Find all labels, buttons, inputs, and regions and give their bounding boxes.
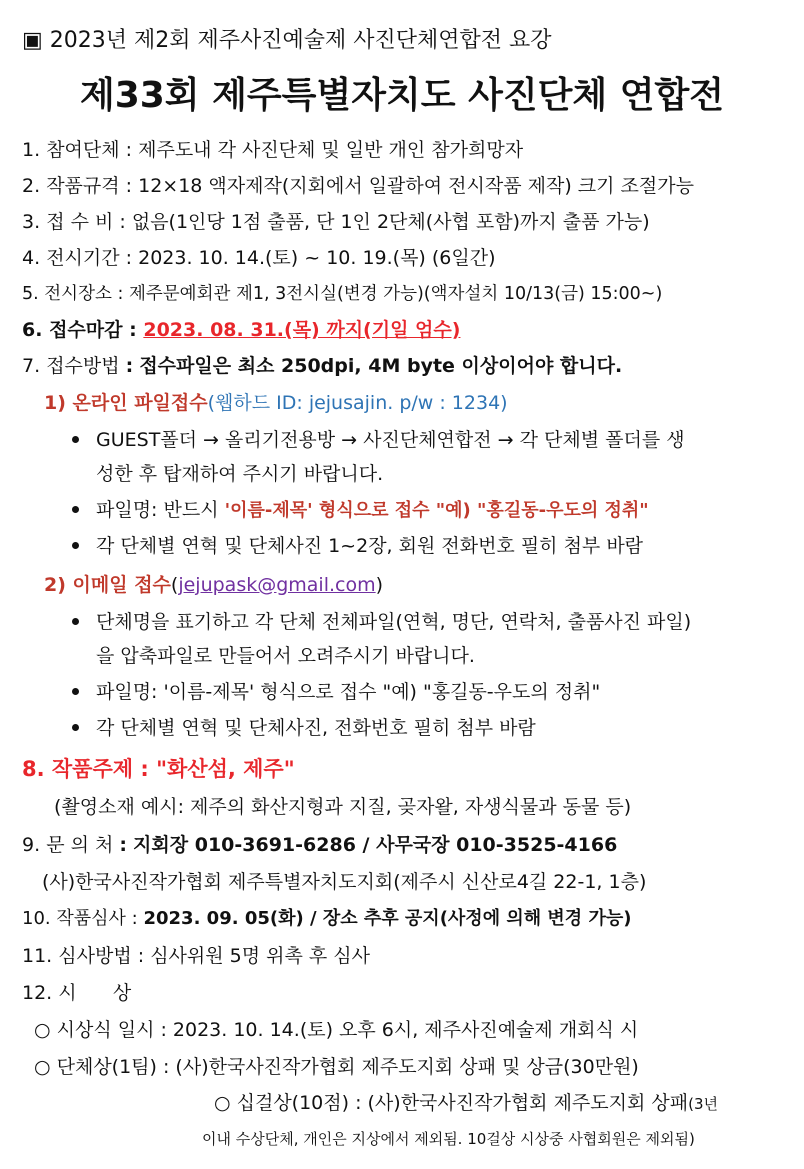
email-link[interactable]: jejupask@gmail.com	[178, 574, 376, 596]
item-separator: :	[117, 284, 124, 304]
bullet-icon	[72, 618, 79, 625]
item-label: 작품규격	[46, 175, 120, 197]
item-label: 작품심사	[56, 908, 126, 929]
online-bullet-2	[96, 497, 649, 524]
item-label: 접 수 비	[46, 211, 114, 233]
item-period	[22, 245, 496, 271]
award-ten-note: 이내 수상단체, 개인은 지상에서 제외됨. 10걸상 시상중 사협회원은 제외됨)	[202, 1130, 695, 1148]
item-number: 9.	[22, 834, 41, 856]
award-ceremony: ○ 시상식 일시 : 2023. 10. 14.(토) 오후 6시, 제주사진예술제 개회식 시	[34, 1019, 639, 1041]
item-separator: :	[119, 834, 127, 856]
item-number: 12.	[22, 982, 53, 1004]
item-number: 5.	[22, 284, 39, 304]
item-separator: :	[131, 908, 138, 929]
item-separator: :	[119, 211, 126, 233]
item-label: 접수마감	[49, 319, 123, 341]
item-method	[22, 943, 370, 969]
item-value: 제주도내 각 사진단체 및 일반 개인 참가희망자	[138, 139, 524, 161]
judging-date: 2023. 09. 05(화) / 장소 추후 공지(사정에 의해 변경 가능)	[143, 908, 632, 929]
bullet-icon	[72, 688, 79, 695]
item-participants	[22, 137, 523, 163]
item-label: 시 상	[58, 982, 132, 1004]
item-value: 2023. 10. 14.(토) ~ 10. 19.(목) (6일간)	[138, 247, 496, 269]
email-title: 2) 이메일 접수	[44, 574, 171, 596]
item-label: 전시기간	[46, 247, 120, 269]
email-bullet-3: 각 단체별 연혁 및 단체사진, 전화번호 필히 첨부 바람	[96, 717, 536, 739]
bullet-icon	[72, 542, 79, 549]
item-label: 전시장소	[44, 284, 112, 304]
item-separator: :	[125, 247, 133, 269]
online-bullet-1: GUEST폴더 → 올리기전용방 → 사진단체연합전 → 각 단체별 폴더를 생	[96, 429, 685, 451]
item-number: 3.	[22, 211, 41, 233]
item-spec	[22, 173, 694, 199]
online-section	[44, 390, 508, 416]
bullet-icon	[72, 436, 79, 443]
item-venue	[22, 281, 662, 307]
item-awards	[22, 980, 131, 1006]
item-value: 제주문예회관 제1, 3전시실(변경 가능)(액자설치 10/13(금) 15:00~)	[128, 284, 663, 304]
filename-format: '이름-제목' 형식으로 접수 "예) "홍길동-우도의 정취"	[224, 500, 649, 521]
item-value: 12×18 액자제작(지회에서 일괄하여 전시작품 제작) 크기 조절가능	[138, 175, 694, 197]
online-bullet-3: 각 단체별 연혁 및 단체사진 1~2장, 회원 전화번호 필히 첨부 바람	[96, 535, 644, 557]
filename-prefix: 파일명: 반드시	[96, 499, 219, 521]
bullet-icon	[72, 724, 79, 731]
page-title: 제33회 제주특별자치도 사진단체 연합전	[79, 75, 725, 116]
item-value: 심사위원 5명 위촉 후 심사	[150, 945, 370, 967]
webhard-info: (웹하드 ID: jejusajin. p/w : 1234)	[207, 392, 508, 414]
contact-org: (사)한국사진작가협회 제주특별자치도지회(제주시 신산로4길 22-1, 1층)	[42, 871, 647, 893]
item-deadline	[22, 317, 460, 343]
bullet-icon	[72, 506, 79, 513]
award-ten	[214, 1090, 718, 1117]
item-value: 접수파일은 최소 250dpi, 4M byte 이상이어야 합니다.	[139, 355, 623, 377]
item-number: 11.	[22, 945, 53, 967]
email-bullet-2: 파일명: '이름-제목' 형식으로 접수 "예) "홍길동-우도의 정취"	[96, 681, 601, 703]
item-separator: :	[129, 319, 137, 341]
contact-phones: 지회장 010-3691-6286 / 사무국장 010-3525-4166	[133, 834, 618, 856]
item-value: 없음(1인당 1점 출품, 단 1인 2단체(사협 포함)까지 출품 가능)	[131, 211, 650, 233]
online-bullet-1-cont: 성한 후 탑재하여 주시기 바랍니다.	[96, 463, 384, 485]
deadline-date: 2023. 08. 31.(목) 까지(기일 엄수)	[143, 319, 461, 341]
item-submission	[22, 353, 622, 379]
item-label: 문 의 처	[46, 834, 114, 856]
item-judging	[22, 906, 631, 932]
item-number: 10.	[22, 908, 51, 929]
item-separator: :	[125, 139, 133, 161]
document-heading: ▣ 2023년 제2회 제주사진예술제 사진단체연합전 요강	[22, 28, 552, 53]
item-number: 1.	[22, 139, 41, 161]
item-separator: :	[125, 175, 133, 197]
theme-note: (촬영소재 예시: 제주의 화산지형과 지질, 곶자왈, 자생식물과 동물 등)	[54, 796, 632, 818]
item-contact	[22, 832, 617, 858]
email-bullet-1: 단체명을 표기하고 각 단체 전체파일(연혁, 명단, 연락처, 출품사진 파일)	[96, 611, 692, 633]
theme-label: 8. 작품주제 : "화산섬, 제주"	[22, 757, 295, 781]
award-group: ○ 단체상(1팀) : (사)한국사진작가협회 제주도지회 상패 및 상금(30만원)	[34, 1056, 639, 1078]
email-section	[44, 572, 383, 598]
email-bullet-1-cont: 을 압축파일로 만들어서 오려주시기 바랍니다.	[96, 645, 475, 667]
online-title: 1) 온라인 파일접수	[44, 392, 208, 414]
item-number: 7.	[22, 355, 41, 377]
item-number: 2.	[22, 175, 41, 197]
item-number: 4.	[22, 247, 41, 269]
item-separator: :	[125, 355, 134, 377]
item-fee	[22, 209, 650, 235]
paren: (	[170, 574, 179, 596]
award-ten-main: ○ 십걸상(10점) : (사)한국사진작가협회 제주도지회 상패	[214, 1092, 689, 1114]
item-separator: :	[137, 945, 145, 967]
item-number: 6.	[22, 319, 43, 341]
item-label: 참여단체	[46, 139, 120, 161]
award-ten-small: (3년	[688, 1095, 718, 1113]
item-label: 접수방법	[46, 355, 120, 377]
item-label: 심사방법	[58, 945, 132, 967]
paren: )	[375, 574, 384, 596]
